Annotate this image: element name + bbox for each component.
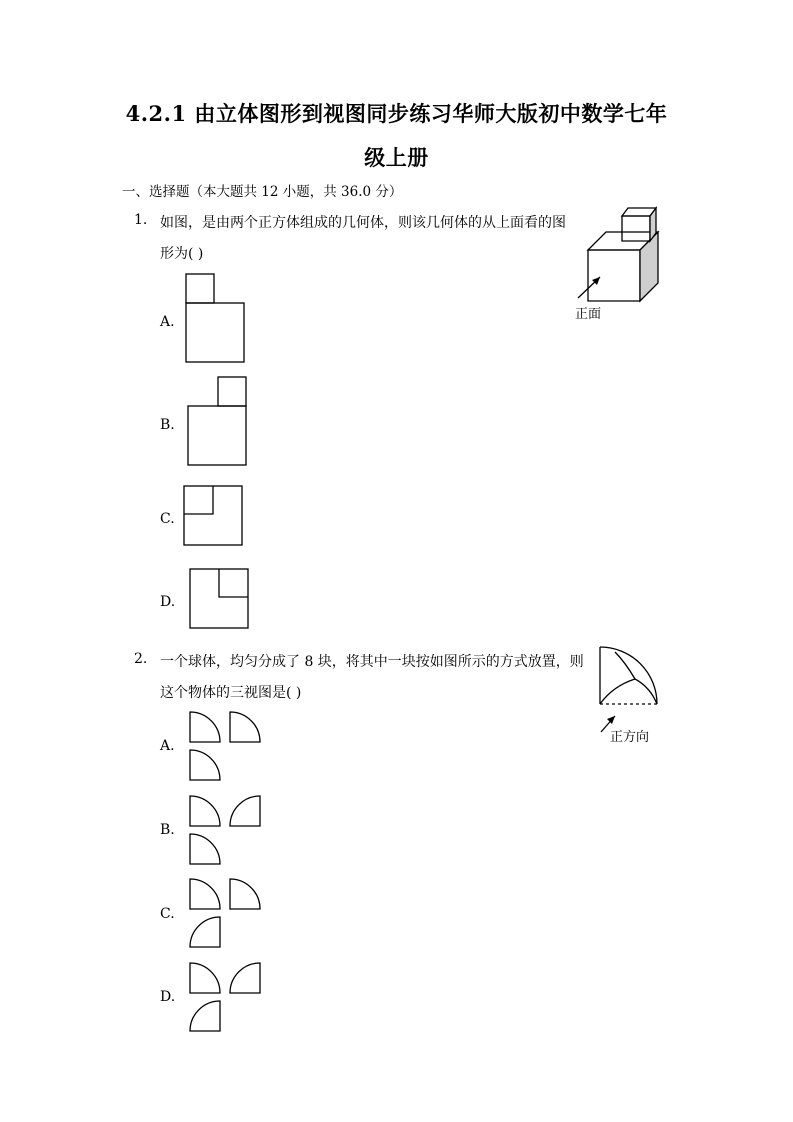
q1-text-line1: 如图，是由两个正方体组成的几何体，则该几何体的从上面看的图 — [160, 215, 566, 231]
q1-option-b-label[interactable]: B. — [160, 417, 175, 433]
q1-figure-caption: 正面 — [575, 307, 602, 322]
q2-option-a-figure — [188, 710, 268, 782]
doc-title-line1: 4.2.1 由立体图形到视图同步练习华师大版初中数学七年 — [125, 101, 668, 126]
section-header: 一、选择题（本大题共 12 小题，共 36.0 分） — [122, 184, 403, 200]
q1-option-a-figure — [185, 273, 247, 365]
q2-option-d-figure — [188, 961, 268, 1033]
q1-option-c-figure — [183, 485, 245, 547]
q1-number: 1. — [134, 212, 148, 228]
q2-number: 2. — [134, 651, 148, 667]
q1-text-line2: 形为( ) — [160, 246, 204, 262]
q1-option-c-label[interactable]: C. — [160, 511, 175, 527]
q2-text-line1: 一个球体，均匀分成了 8 块，将其中一块按如图所示的方式放置，则 — [160, 654, 584, 670]
doc-title-line2: 级上册 — [364, 145, 429, 170]
q1-option-a-label[interactable]: A. — [160, 314, 175, 330]
q1-option-b-figure — [187, 376, 249, 468]
q1-option-d-figure — [189, 568, 251, 630]
q2-option-c-label[interactable]: C. — [160, 906, 175, 922]
q2-option-b-figure — [188, 794, 268, 866]
q2-option-a-label[interactable]: A. — [160, 738, 175, 754]
q2-option-c-figure — [188, 877, 268, 949]
q2-option-d-label[interactable]: D. — [160, 989, 176, 1005]
q2-sphere-piece-figure — [595, 642, 665, 737]
q1-option-d-label[interactable]: D. — [160, 594, 176, 610]
q2-figure-caption: 正方向 — [610, 730, 650, 745]
q2-option-b-label[interactable]: B. — [160, 822, 175, 838]
q2-text-line2: 这个物体的三视图是( ) — [160, 685, 302, 701]
